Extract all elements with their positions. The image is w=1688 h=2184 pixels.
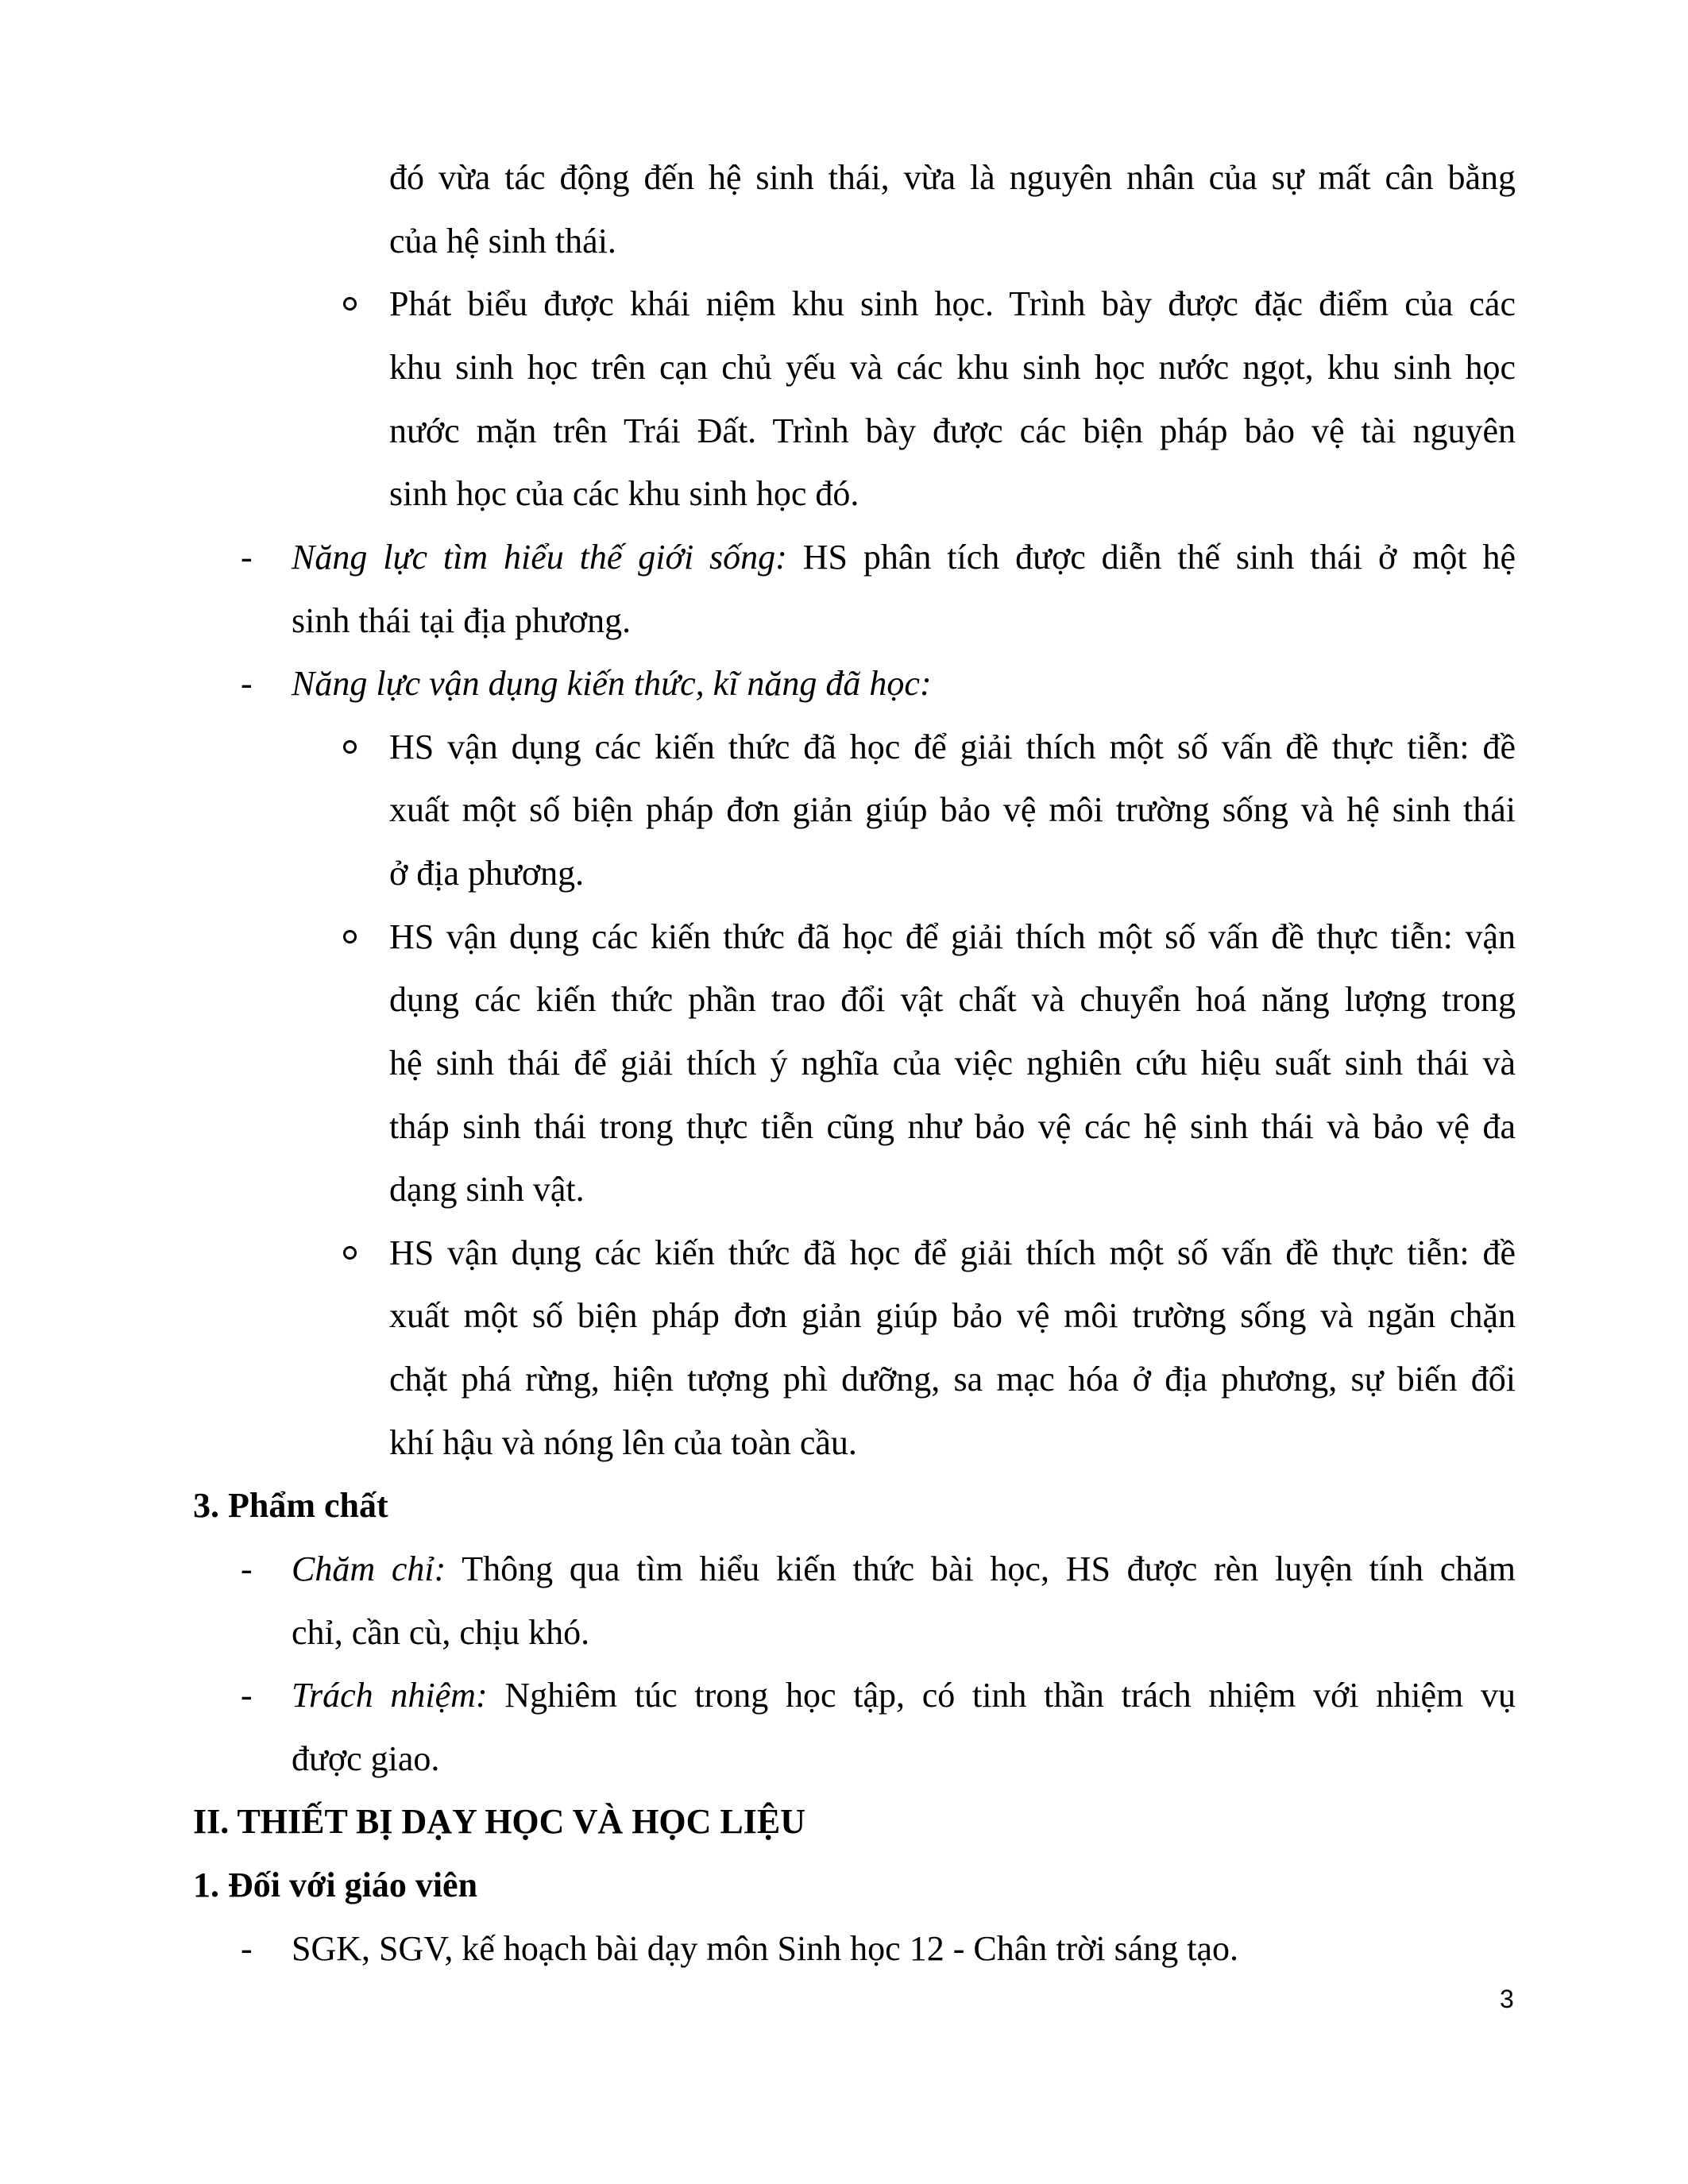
text-line: khí hậu và nóng lên của toàn cầu. xyxy=(389,1423,857,1462)
text-line: của hệ sinh thái. xyxy=(389,222,616,260)
text-line: Năng lực vận dụng kiến thức, kĩ năng đã học: xyxy=(292,664,932,703)
text-line: HS vận dụng các kiến thức đã học để giải thích một số vấn đề thực tiễn: đề xyxy=(389,1233,1516,1272)
dash-bullet: - xyxy=(241,1676,253,1715)
circle-bullet-icon xyxy=(343,297,357,311)
text-line: nước mặn trên Trái Đất. Trình bày được các biện pháp bảo vệ tài nguyên xyxy=(389,411,1516,450)
text-line: sinh học của các khu sinh học đó. xyxy=(389,474,859,513)
text-run: Nghiêm túc trong học tập, có tinh thần trách nhiệm với nhiệm vụ xyxy=(487,1676,1516,1715)
text-line: đó vừa tác động đến hệ sinh thái, vừa là nguyên nhân của sự mất cân bằng xyxy=(389,158,1516,197)
text-line: HS vận dụng các kiến thức đã học để giải thích một số vấn đề thực tiễn: vận xyxy=(389,917,1516,956)
dash-bullet: - xyxy=(241,1929,253,1968)
text-line: xuất một số biện pháp đơn giản giúp bảo vệ môi trường sống và ngăn chặn xyxy=(389,1296,1516,1335)
text-run: Thông qua tìm hiểu kiến thức bài học, HS được rèn luyện tính chăm xyxy=(446,1549,1516,1588)
page-number: 3 xyxy=(1500,1985,1514,2013)
dash-bullet: - xyxy=(241,1549,253,1588)
italic-lead: Chăm chỉ: xyxy=(292,1549,446,1588)
text-line: sinh thái tại địa phương. xyxy=(292,601,632,640)
circle-bullet-icon xyxy=(343,1246,357,1260)
dash-bullet: - xyxy=(241,538,253,577)
text-line: dạng sinh vật. xyxy=(389,1170,585,1209)
dash-bullet: - xyxy=(241,664,253,703)
text-line xyxy=(292,1674,1516,1717)
text-line: chặt phá rừng, hiện tượng phì dưỡng, sa mạc hóa ở địa phương, sự biến đổi xyxy=(389,1360,1516,1399)
text-line: chỉ, cần cù, chịu khó. xyxy=(292,1613,590,1652)
text-line xyxy=(292,1548,1516,1591)
text-line: xuất một số biện pháp đơn giản giúp bảo vệ môi trường sống và hệ sinh thái xyxy=(389,790,1516,829)
text-run: HS phân tích được diễn thế sinh thái ở một hệ xyxy=(786,538,1516,577)
text-line: SGK, SGV, kế hoạch bài dạy môn Sinh học 12 - Chân trời sáng tạo. xyxy=(292,1929,1238,1968)
circle-bullet-icon xyxy=(343,740,357,754)
section-heading: 3. Phẩm chất xyxy=(193,1486,388,1525)
italic-lead: Năng lực tìm hiểu thế giới sống: xyxy=(292,538,787,577)
section-heading: II. THIẾT BỊ DẠY HỌC VÀ HỌC LIỆU xyxy=(193,1802,806,1841)
text-line: tháp sinh thái trong thực tiễn cũng như bảo vệ các hệ sinh thái và bảo vệ đa xyxy=(389,1107,1516,1146)
text-line: HS vận dụng các kiến thức đã học để giải thích một số vấn đề thực tiễn: đề xyxy=(389,727,1516,766)
text-line xyxy=(292,536,1516,579)
text-line: Phát biểu được khái niệm khu sinh học. Trình bày được đặc điểm của các xyxy=(389,284,1516,323)
text-line: hệ sinh thái để giải thích ý nghĩa của việc nghiên cứu hiệu suất sinh thái và xyxy=(389,1044,1516,1082)
text-line: được giao. xyxy=(292,1739,440,1778)
subsection-heading: 1. Đối với giáo viên xyxy=(193,1866,478,1904)
text-line: khu sinh học trên cạn chủ yếu và các khu sinh học nước ngọt, khu sinh học xyxy=(389,348,1516,387)
italic-lead: Trách nhiệm: xyxy=(292,1676,488,1715)
text-line: ở địa phương. xyxy=(389,854,585,893)
text-line: dụng các kiến thức phần trao đổi vật chất và chuyển hoá năng lượng trong xyxy=(389,980,1516,1019)
circle-bullet-icon xyxy=(343,930,357,943)
